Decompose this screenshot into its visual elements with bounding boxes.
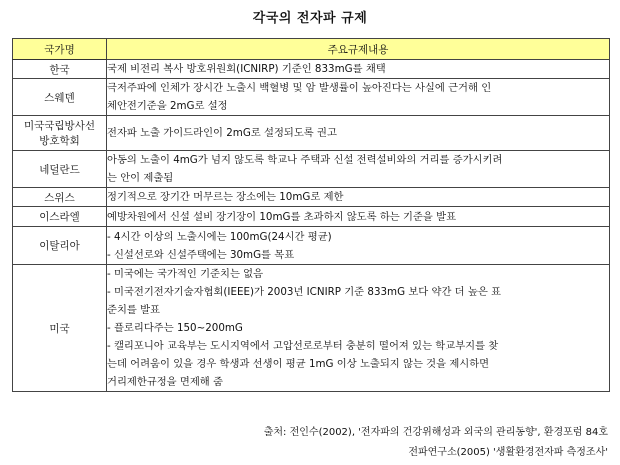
- regulation-cell: [107, 151, 610, 188]
- regulation-line: - 4시간 이상의 노출시에는 100mG(24시간 평균): [107, 230, 332, 243]
- regulation-cell: [107, 188, 610, 207]
- country-name: 네덜란드: [39, 163, 80, 176]
- country-cell: [13, 227, 107, 265]
- regulation-line: 전자파 노출 가이드라인이 2mG로 설정되도록 권고: [107, 127, 337, 139]
- regulation-line: 는 안이 제출됨: [107, 172, 174, 184]
- table-row: [13, 151, 610, 188]
- regulation-line: 는데 어려움이 있을 경우 학생과 선생이 평균 1mG 이상 노출되지 않는 것을 제시하면: [107, 358, 490, 370]
- regulation-line: - 미국에는 국가적인 기준치는 없음: [107, 268, 264, 280]
- table-row: [13, 265, 610, 392]
- regulation-table: [12, 38, 610, 392]
- regulation-line: 국제 비전리 복사 방호위원회(ICNIRP) 기준인 833mG를 채택: [107, 63, 386, 75]
- regulation-cell: [107, 207, 610, 227]
- regulation-cell: [107, 265, 610, 392]
- regulation-cell: [107, 116, 610, 151]
- regulation-line: 예방차원에서 신설 설비 장기장이 10mG를 초과하지 않도록 하는 기준을 발표: [107, 210, 457, 223]
- country-name: 미국: [49, 322, 70, 335]
- country-name: 미국국립방사선: [23, 120, 95, 132]
- country-name: 방호학회: [39, 135, 80, 147]
- country-cell: [13, 116, 107, 151]
- table-row: [13, 207, 610, 227]
- table-header-row: [13, 39, 610, 60]
- regulation-cell: [107, 227, 610, 265]
- regulation-line: - 플로리다주는 150~200mG: [107, 322, 243, 334]
- regulation-line: 체안전기준을 2mG로 설정: [107, 100, 228, 112]
- country-cell: [13, 60, 107, 79]
- header-country: 국가명: [13, 39, 107, 60]
- country-cell: [13, 151, 107, 188]
- regulation-line: 정기적으로 장기간 머무르는 장소에는 10mG로 제한: [107, 191, 344, 203]
- table-row: [13, 116, 610, 151]
- regulation-line: - 미국전기전자기술자협회(IEEE)가 2003년 ICNIRP 기준 833mG 보다 약간 더 높은 표: [107, 286, 502, 298]
- country-name: 한국: [49, 63, 70, 76]
- country-cell: [13, 265, 107, 392]
- source-citation-1: 출처: 전인수(2002), '전자파의 건강위해성과 외국의 관리동향', 환경포럼 84호: [263, 427, 608, 438]
- table-row: [13, 79, 610, 116]
- country-name: 이탈리아: [39, 240, 80, 252]
- table-row: [13, 188, 610, 207]
- country-cell: [13, 79, 107, 116]
- country-cell: [13, 188, 107, 207]
- regulation-line: 아동의 노출이 4mG가 넘지 않도록 학교나 주택과 신설 전력설비와의 거리를 증가시키려: [107, 154, 503, 166]
- table-row: [13, 227, 610, 265]
- regulation-cell: [107, 60, 610, 79]
- country-cell: [13, 207, 107, 227]
- regulation-line: 준치를 발표: [107, 304, 161, 316]
- header-content: 주요규제내용: [107, 39, 610, 60]
- regulation-line: 거리제한규정을 면제해 줌: [107, 376, 223, 388]
- regulation-line: 극저주파에 인체가 장시간 노출시 백혈병 및 암 발생률이 높아진다는 사실에 근거해 인: [107, 82, 492, 94]
- regulation-line: - 신설선로와 신설주택에는 30mG를 목표: [107, 248, 295, 261]
- regulation-cell: [107, 79, 610, 116]
- source-citation-2: 전파연구소(2005) '생활환경전자파 측정조사': [408, 447, 608, 458]
- country-name: 스위스: [44, 191, 75, 204]
- table-row: [13, 60, 610, 79]
- country-name: 스웨덴: [44, 91, 75, 104]
- regulation-line: - 캘리포니아 교육부는 도시지역에서 고압선로로부터 충분히 떨어져 있는 학교부지를 찾: [107, 340, 499, 352]
- page-title: 각국의 전자파 규제: [252, 11, 368, 26]
- country-name: 이스라엘: [39, 211, 80, 223]
